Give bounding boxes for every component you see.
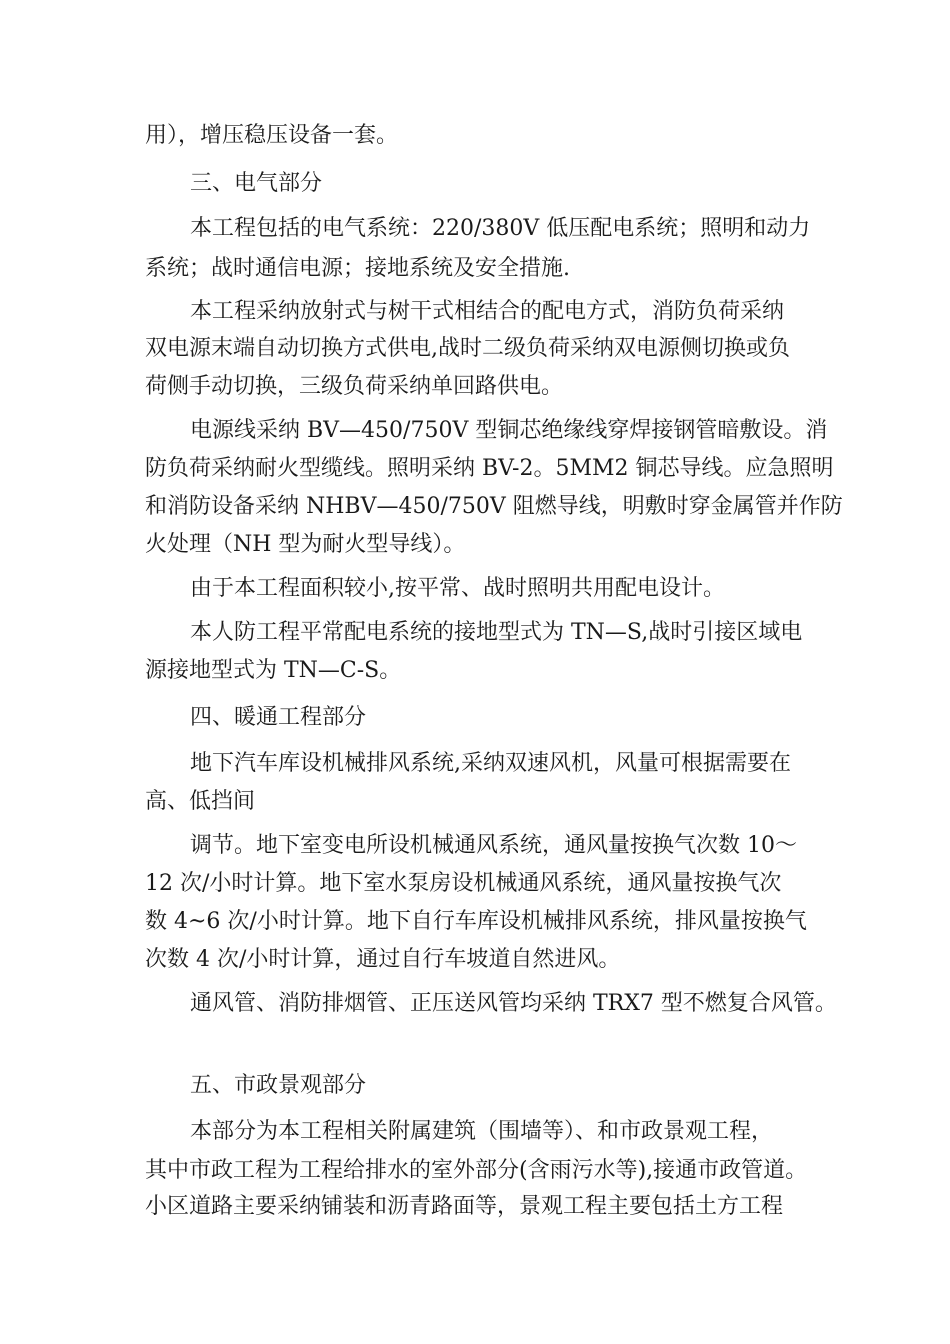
text-line: 调节。地下室变电所设机械通风系统，通风量按换气次数 10～ [190, 833, 797, 858]
text-line: 火处理（NH 型为耐火型导线）。 [145, 532, 466, 557]
text-line: 其中市政工程为工程给排水的室外部分(含雨污水等),接通市政管道。 [145, 1158, 808, 1183]
text-line: 用），增压稳压设备一套。 [145, 123, 399, 148]
text-line: 地下汽车库设机械排风系统,采纳双速风机，风量可根据需要在 [190, 751, 791, 776]
text-line: 通风管、消防排烟管、正压送风管均采纳 TRX7 型不燃复合风管。 [190, 991, 837, 1016]
text-line: 本工程包括的电气系统：220/380V 低压配电系统；照明和动力 [190, 216, 811, 241]
section-heading-electrical: 三、电气部分 [190, 171, 323, 196]
text-line: 源接地型式为 TN—C-S。 [145, 658, 402, 683]
section-heading-municipal: 五、市政景观部分 [190, 1073, 367, 1098]
section-heading-hvac: 四、暖通工程部分 [190, 705, 367, 730]
text-line: 本部分为本工程相关附属建筑（围墙等）、和市政景观工程， [190, 1119, 774, 1144]
text-line: 小区道路主要采纳铺装和沥青路面等，景观工程主要包括土方工程 [145, 1194, 784, 1219]
text-line: 系统；战时通信电源；接地系统及安全措施. [145, 256, 570, 281]
text-line: 和消防设备采纳 NHBV—450/750V 阻燃导线，明敷时穿金属管并作防 [145, 494, 843, 519]
text-line: 12 次/小时计算。地下室水泵房设机械通风系统，通风量按换气次 [145, 871, 782, 896]
text-line: 荷侧手动切换，三级负荷采纳单回路供电。 [145, 374, 564, 399]
text-line: 本人防工程平常配电系统的接地型式为 TN—S,战时引接区域电 [190, 620, 803, 645]
text-line: 次数 4 次/小时计算，通过自行车坡道自然进风。 [145, 947, 621, 972]
text-line: 高、低挡间 [145, 789, 256, 814]
text-line: 本工程采纳放射式与树干式相结合的配电方式，消防负荷采纳 [190, 299, 785, 324]
text-line: 双电源末端自动切换方式供电,战时二级负荷采纳双电源侧切换或负 [145, 336, 790, 361]
text-line: 防负荷采纳耐火型缆线。照明采纳 BV-2。5MM2 铜芯导线。应急照明 [145, 456, 834, 481]
text-line: 由于本工程面积较小,按平常、战时照明共用配电设计。 [190, 576, 725, 601]
text-line: 数 4~6 次/小时计算。地下自行车库设机械排风系统，排风量按换气 [145, 909, 807, 934]
text-line: 电源线采纳 BV—450/750V 型铜芯绝缘线穿焊接钢管暗敷设。消 [190, 418, 828, 443]
